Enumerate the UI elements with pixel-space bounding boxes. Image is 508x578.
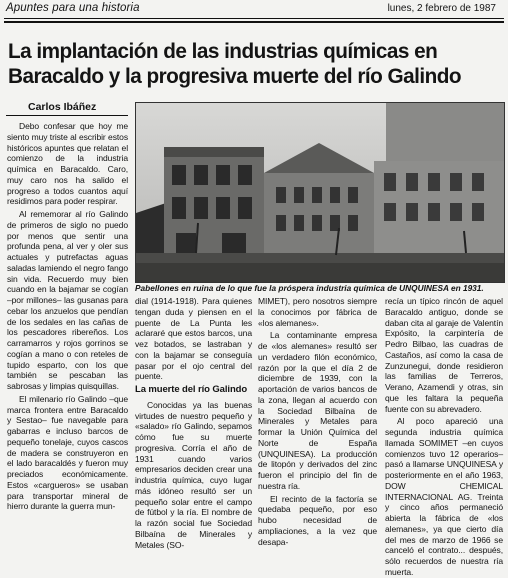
header-rule-thick bbox=[4, 21, 504, 23]
paragraph: MIMET), pero nosotros siempre la conocimos por fábrica de «los alemanes». bbox=[258, 296, 377, 328]
photo-caption: Pabellones en ruina de lo que fue la próspera industria química de UNQUINESA en 1931. bbox=[135, 283, 484, 293]
paragraph: Conocidas ya las buenas virtudes de nuestro pequeño y «salado» río Galindo, sepamos cómo fue su muerte progresiva. Corría el año de 1931 cuando varios empresarios deciden crear una industria química, cuyo lugar más idóneo resultó ser un pequeño solar entre el campo de fútbol y la ría. El nombre de la razón social fue Sociedad Bilbaína de Minerales y Metales (SO- bbox=[135, 399, 252, 550]
factory-photo bbox=[135, 102, 505, 283]
paragraph: La contaminante empresa de «los alemanes» resultó ser un verdadero filón económico, razón por la que el día 2 de diciembre de 1939, con la aportación de varios bancos de la zona, llegan al acuerdo con la Sociedad Bilbaína de Minerales y Metales para formar la Unión Química del Norte de España (UNQUINESA). La producción de litopón y derivados del zinc fueron el principio del fin de nuestra ría. bbox=[258, 330, 377, 491]
paragraph: dial (1914-1918). Para quienes tengan duda y piensen en el puente de La Punta les aclararé que estos barcos, una vez botados, se lastraban y con la bajamar se conseguía pasar por el ojo central del puente. bbox=[135, 296, 252, 382]
paragraph: Debo confesar que hoy me siento muy triste al escribir estos históricos apuntes que relatan el comienzo de la industria química en Baracaldo. Caro, muy caro nos ha salido el progreso a todos cuantos aquí residimos para poder respirar. bbox=[7, 121, 128, 207]
subheading: La muerte del río Galindo bbox=[135, 384, 248, 395]
paragraph: El milenario río Galindo –que marca frontera entre Baracaldo y Sestao– fue navegable para gabarras e incluso barcos de pequeño tonelaje, cuyos cascos de madera se construyeron en el lado baracaldés y fueron muy preciados económicamente. Estos «cargueros» se usaban para transportar mineral de hierro durante la guerra mun- bbox=[7, 393, 128, 512]
paragraph: Al rememorar al río Galindo de primeros de siglo no puedo por menos que sentir una profunda pena, al ver y oler sus actuales y putrefactas aguas saladas lamiendo el negro fango sin vida. Recuerdo muy bien cuando en la bajamar se cogían –por millones– las gusanas para cebar los anzuelos que pendían de los sedales en las cañas de los pescadores ribereños. Los carramarros y rojos gorrinos se cogían a mano o con reteles de tupido esparto, con los que también se pescaban las sabrosas y limpias quisquillas. bbox=[7, 209, 128, 391]
headline-line-2: Baracaldo y la progresiva muerte del río Galindo bbox=[8, 64, 462, 88]
publication-date: lunes, 2 febrero de 1987 bbox=[387, 3, 496, 14]
section-title: Apuntes para una historia bbox=[6, 2, 140, 14]
byline: Carlos Ibáñez bbox=[28, 101, 97, 113]
article-column-2 bbox=[135, 296, 252, 550]
article-column-3 bbox=[258, 296, 377, 547]
header-rule bbox=[4, 18, 504, 19]
factory-ruins-image bbox=[136, 103, 504, 282]
byline-rule bbox=[6, 115, 128, 116]
headline-line-1: La implantación de las industrias químicas en bbox=[8, 39, 438, 63]
headline bbox=[8, 39, 486, 89]
article-column-1 bbox=[7, 121, 128, 512]
article-column-4 bbox=[385, 296, 503, 578]
paragraph: El recinto de la factoría se quedaba pequeño, por eso hubo necesidad de ampliaciones, a la vez que desapa- bbox=[258, 493, 377, 547]
paragraph: Al poco apareció una segunda industria química llamada SOMIMET –en cuyos comienzos tuvo 12 operarios– pasó a llamarse UNQUINESA y posteriormente en el año 1963, DOW CHEMICAL INTERNACIONAL AG. Treinta y cinco años permaneció abierta la fábrica de «los alemanes», ya que cierto día del mes de marzo de 1966 se canceló el contrato... después, sólo recuerdos de nuestra ría muerta. bbox=[385, 416, 503, 577]
paragraph: recía un típico rincón de aquel Baracaldo antiguo, donde se daban cita al garaje de Valentín Expósito, la carpintería de Pedro Bilbao, las cuadras de Castaños, así como la casa de Zunzunegui, donde residieron las familias de Terreros, Verano, Azamendi y otras, sin que les faltara la pequeña fuente con su abrevadero. bbox=[385, 296, 503, 414]
